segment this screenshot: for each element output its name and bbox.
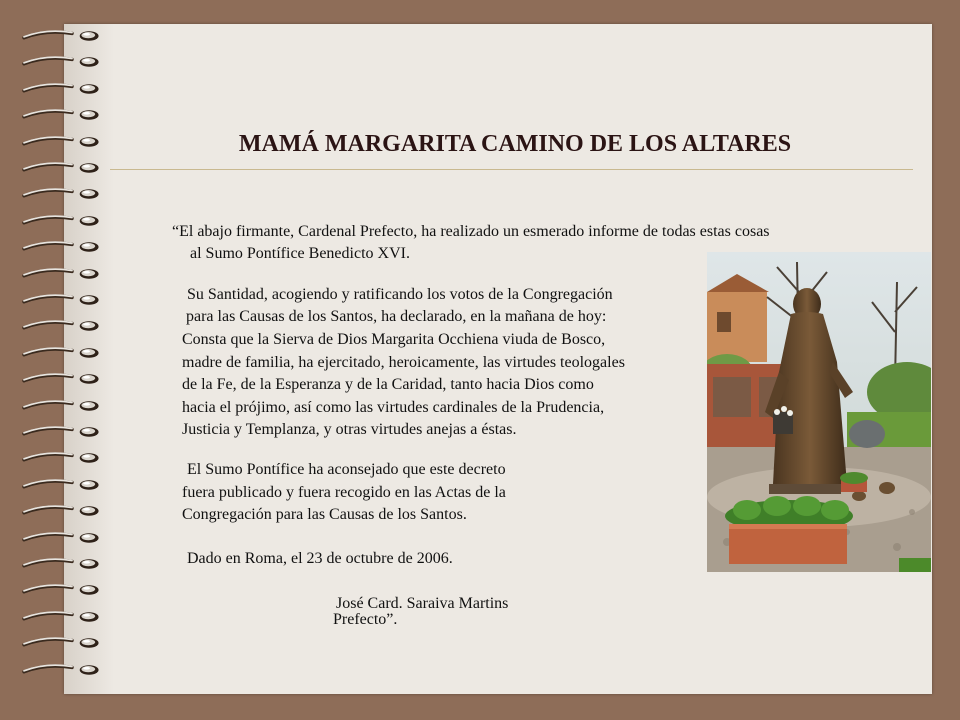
paragraph1-line-7: Justicia y Templanza, y otras virtudes anejas a éstas. <box>182 421 517 438</box>
binding-ring <box>14 400 106 412</box>
date-line: Dado en Roma, el 23 de octubre de 2006. <box>187 550 453 567</box>
paragraph2-line-2: fuera publicado y fuera recogido en las Actas de la <box>182 484 506 501</box>
binding-ring <box>14 294 106 306</box>
binding-ring <box>14 320 106 332</box>
binding-ring <box>14 479 106 491</box>
binding-ring <box>14 664 106 676</box>
binding-ring <box>14 188 106 200</box>
binding-ring <box>14 558 106 570</box>
binding-ring <box>14 162 106 174</box>
binding-ring <box>14 426 106 438</box>
quote-line-2: al Sumo Pontífice Benedicto XVI. <box>190 245 410 262</box>
binding-ring <box>14 611 106 623</box>
binding-ring <box>14 268 106 280</box>
binding-ring <box>14 505 106 517</box>
paragraph2-line-3: Congregación para las Causas de los Santos. <box>182 506 467 523</box>
paragraph1-line-5: de la Fe, de la Esperanza y de la Caridad, tanto hacia Dios como <box>182 376 594 393</box>
quote-line-1: “El abajo firmante, Cardenal Prefecto, ha realizado un esmerado informe de todas estas cosas <box>172 223 770 240</box>
binding-ring <box>14 215 106 227</box>
title-divider <box>110 169 913 170</box>
paragraph1-line-3: Consta que la Sierva de Dios Margarita Occhiena viuda de Bosco, <box>182 331 606 348</box>
paragraph1-line-4: madre de familia, ha ejercitado, heroicamente, las virtudes teologales <box>182 354 625 371</box>
binding-ring <box>14 452 106 464</box>
binding-ring <box>14 373 106 385</box>
page-title: MAMÁ MARGARITA CAMINO DE LOS ALTARES <box>238 131 792 157</box>
binding-ring <box>14 347 106 359</box>
paragraph1-line-1: Su Santidad, acogiendo y ratificando los votos de la Congregación <box>187 286 613 303</box>
binding-ring <box>14 30 106 42</box>
binding-ring <box>14 532 106 544</box>
binding-ring <box>14 83 106 95</box>
binding-ring <box>14 584 106 596</box>
binding-ring <box>14 136 106 148</box>
paragraph1-line-6: hacia el prójimo, así como las virtudes cardinales de la Prudencia, <box>182 399 605 416</box>
binding-ring <box>14 241 106 253</box>
binding-ring <box>14 56 106 68</box>
paragraph2-line-1: El Sumo Pontífice ha aconsejado que este decreto <box>187 461 506 478</box>
signature-title: Prefecto”. <box>333 611 398 628</box>
statue-photo <box>707 252 931 572</box>
paragraph1-line-2: para las Causas de los Santos, ha declarado, en la mañana de hoy: <box>186 308 607 325</box>
binding-ring <box>14 109 106 121</box>
signature-name: José Card. Saraiva Martins <box>336 595 509 612</box>
binding-ring <box>14 637 106 649</box>
